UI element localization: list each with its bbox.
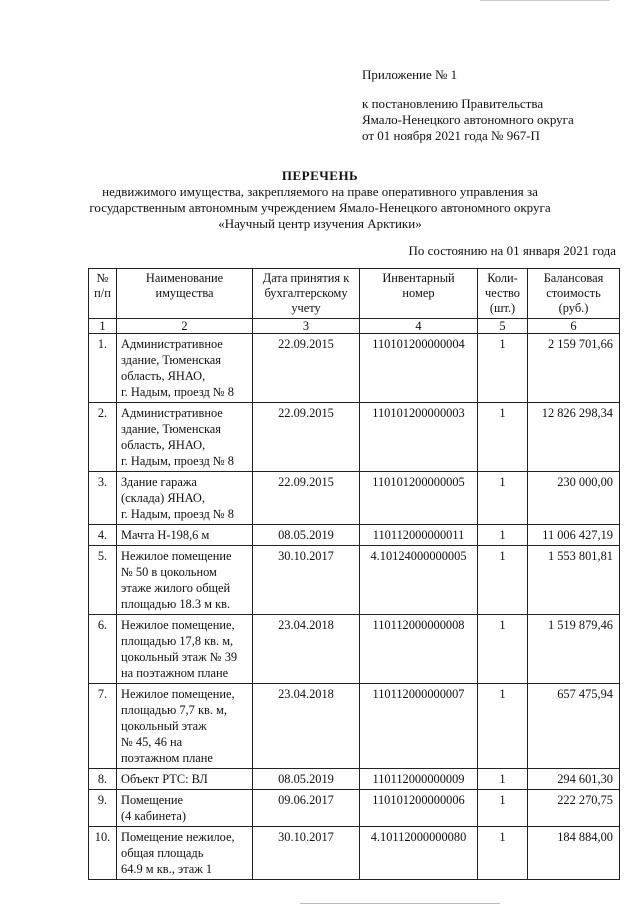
as-of-date: По состоянию на 01 января 2021 года [408, 243, 616, 258]
table-row [89, 827, 620, 880]
balance-cost-cell: 1 553 801,81 [528, 546, 620, 615]
cell-line: Административное [121, 406, 223, 420]
column-number-row [89, 319, 620, 334]
inventory-number-cell: 110101200000005 [360, 472, 478, 525]
cell-line: чество [485, 286, 520, 300]
cell-line: г. Надым, проезд № 8 [121, 385, 235, 399]
quantity-cell: 1 [478, 334, 528, 403]
row-number-cell: 9. [89, 790, 117, 827]
cell-line: Помещение [121, 793, 184, 807]
cell-line: здание, Тюменская [121, 422, 221, 436]
balance-cost-cell: 230 000,00 [528, 472, 620, 525]
table-row [89, 334, 620, 403]
acceptance-date-cell: 22.09.2015 [253, 334, 360, 403]
col-name-header [117, 269, 253, 319]
property-name-cell [117, 769, 253, 790]
property-name-cell [117, 790, 253, 827]
cell-line: № 45, 46 на [121, 735, 183, 749]
acceptance-date-cell: 30.10.2017 [253, 546, 360, 615]
cell-line: поэтажном плане [121, 751, 213, 765]
scan-artifact [480, 0, 610, 1]
acceptance-date-cell: 23.04.2018 [253, 615, 360, 684]
property-name-cell [117, 546, 253, 615]
acceptance-date-cell: 23.04.2018 [253, 684, 360, 769]
cell-line: Наименование [145, 271, 224, 285]
quantity-cell: 1 [478, 546, 528, 615]
cell-line: (4 кабинета) [121, 809, 187, 823]
cell-line: № 50 в цокольном [121, 565, 217, 579]
col-cost-header [528, 269, 620, 319]
cell-line: Инвентарный [382, 271, 455, 285]
appendix-line: Ямало-Ненецкого автономного округа [362, 112, 574, 127]
cell-line: (шт.) [489, 301, 516, 315]
cell-line: (склада) ЯНАО, [121, 491, 205, 505]
property-name-cell [117, 472, 253, 525]
property-name-cell [117, 403, 253, 472]
quantity-cell: 1 [478, 684, 528, 769]
cell-line: г. Надым, проезд № 8 [121, 454, 235, 468]
inventory-number-cell: 110101200000006 [360, 790, 478, 827]
table-row [89, 615, 620, 684]
cell-line: имущества [155, 286, 214, 300]
cell-line: Мачта Н-198,6 м [121, 528, 210, 542]
cell-line: (руб.) [558, 301, 589, 315]
cell-line: г. Надым, проезд № 8 [121, 507, 235, 521]
cell-line: № [96, 271, 109, 285]
col-date-header [253, 269, 360, 319]
inventory-number-cell: 4.10112000000080 [360, 827, 478, 880]
table-row [89, 769, 620, 790]
cell-line: бухгалтерскому [264, 286, 348, 300]
col-qty-header [478, 269, 528, 319]
column-number-cell: 3 [253, 319, 360, 334]
cell-line: здание, Тюменская [121, 353, 221, 367]
heading-line: недвижимого имущества, закрепляемого на праве оперативного управления за [102, 184, 538, 199]
heading-line: государственным автономным учреждением Ямало-Ненецкого автономного округа [89, 200, 551, 215]
row-number-cell: 5. [89, 546, 117, 615]
row-number-cell: 6. [89, 615, 117, 684]
row-number-cell: 1. [89, 334, 117, 403]
appendix-line: к постановлению Правительства [362, 96, 544, 111]
balance-cost-cell: 294 601,30 [528, 769, 620, 790]
cell-line: общая площадь [121, 846, 204, 860]
balance-cost-cell: 184 884,00 [528, 827, 620, 880]
balance-cost-cell: 657 475,94 [528, 684, 620, 769]
acceptance-date-cell: 30.10.2017 [253, 827, 360, 880]
acceptance-date-cell: 22.09.2015 [253, 403, 360, 472]
document-title: ПЕРЕЧЕНЬ [281, 168, 359, 183]
inventory-number-cell: 4.10124000000005 [360, 546, 478, 615]
property-name-cell [117, 334, 253, 403]
row-number-cell: 3. [89, 472, 117, 525]
cell-line: площадью 17,8 кв. м, [121, 634, 234, 648]
appendix-line: от 01 ноября 2021 года № 967-П [362, 128, 540, 143]
acceptance-date-cell: 22.09.2015 [253, 472, 360, 525]
row-number-cell: 8. [89, 769, 117, 790]
balance-cost-cell: 222 270,75 [528, 790, 620, 827]
property-name-cell [117, 684, 253, 769]
balance-cost-cell: 12 826 298,34 [528, 403, 620, 472]
quantity-cell: 1 [478, 403, 528, 472]
row-number-cell: 4. [89, 525, 117, 546]
inventory-number-cell: 110112000000011 [360, 525, 478, 546]
table-header-row [89, 269, 620, 319]
balance-cost-cell: 11 006 427,19 [528, 525, 620, 546]
acceptance-date-cell: 08.05.2019 [253, 525, 360, 546]
property-table [88, 268, 620, 880]
inventory-number-cell: 110112000000008 [360, 615, 478, 684]
balance-cost-cell: 1 519 879,46 [528, 615, 620, 684]
heading-line: «Научный центр изучения Арктики» [218, 216, 422, 231]
acceptance-date-cell: 08.05.2019 [253, 769, 360, 790]
column-number-cell: 6 [528, 319, 620, 334]
cell-line: Административное [121, 337, 223, 351]
table-row [89, 472, 620, 525]
table-row [89, 546, 620, 615]
cell-line: 64.9 м кв., этаж 1 [121, 862, 213, 876]
cell-line: этаже жилого общей [121, 581, 231, 595]
column-number-cell: 2 [117, 319, 253, 334]
cell-line: площадью 7,7 кв. м, [121, 703, 227, 717]
cell-line: площадью 18.3 м кв. [121, 597, 231, 611]
property-name-cell [117, 525, 253, 546]
cell-line: на поэтажном плане [121, 666, 229, 680]
table-row [89, 684, 620, 769]
property-name-cell [117, 615, 253, 684]
cell-line: область, ЯНАО, [121, 369, 206, 383]
appendix-title: Приложение № 1 [362, 67, 458, 82]
inventory-number-cell: 110112000000007 [360, 684, 478, 769]
acceptance-date-cell: 09.06.2017 [253, 790, 360, 827]
inventory-number-cell: 110101200000003 [360, 403, 478, 472]
cell-line: номер [402, 286, 435, 300]
scan-artifact [300, 903, 500, 904]
cell-line: Здание гаража [121, 475, 197, 489]
cell-line: Дата принятия к [262, 271, 350, 285]
column-number-cell: 5 [478, 319, 528, 334]
cell-line: область, ЯНАО, [121, 438, 206, 452]
cell-line: Нежилое помещение, [121, 618, 235, 632]
quantity-cell: 1 [478, 790, 528, 827]
property-name-cell [117, 827, 253, 880]
inventory-number-cell: 110112000000009 [360, 769, 478, 790]
row-number-cell: 10. [89, 827, 117, 880]
cell-line: Балансовая [543, 271, 604, 285]
column-number-cell: 1 [89, 319, 117, 334]
quantity-cell: 1 [478, 472, 528, 525]
cell-line: п/п [94, 286, 111, 300]
col-number-header [89, 269, 117, 319]
column-number-cell: 4 [360, 319, 478, 334]
row-number-cell: 2. [89, 403, 117, 472]
cell-line: Помещение нежилое, [121, 830, 235, 844]
col-inventory-header [360, 269, 478, 319]
cell-line: цокольный этаж [121, 719, 207, 733]
cell-line: Коли- [487, 271, 518, 285]
table-row [89, 525, 620, 546]
inventory-number-cell: 110101200000004 [360, 334, 478, 403]
quantity-cell: 1 [478, 615, 528, 684]
cell-line: Нежилое помещение, [121, 687, 235, 701]
balance-cost-cell: 2 159 701,66 [528, 334, 620, 403]
quantity-cell: 1 [478, 769, 528, 790]
table-row [89, 403, 620, 472]
quantity-cell: 1 [478, 827, 528, 880]
table-row [89, 790, 620, 827]
cell-line: цокольный этаж № 39 [121, 650, 238, 664]
cell-line: учету [291, 301, 321, 315]
cell-line: стоимость [546, 286, 601, 300]
table-body [89, 334, 620, 880]
cell-line: Нежилое помещение [121, 549, 232, 563]
quantity-cell: 1 [478, 525, 528, 546]
cell-line: Объект РТС: ВЛ [121, 772, 208, 786]
row-number-cell: 7. [89, 684, 117, 769]
